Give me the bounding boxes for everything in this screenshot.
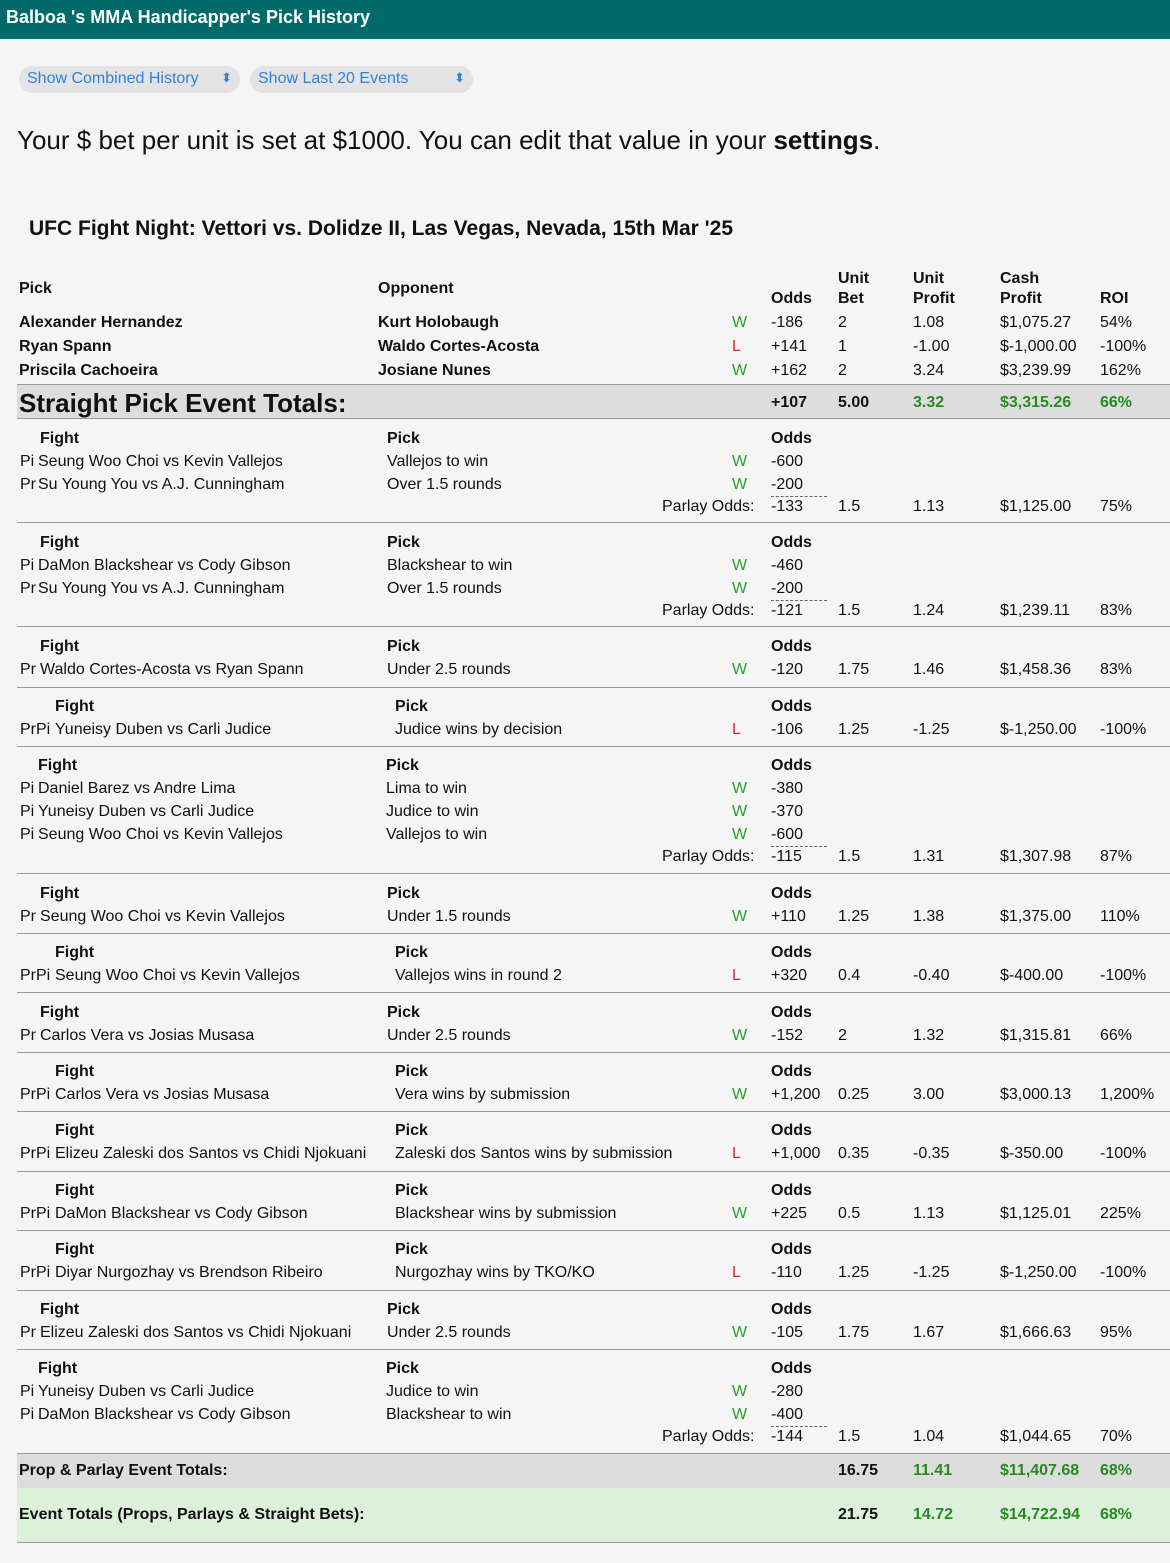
col-header-opponent: Opponent <box>378 280 454 297</box>
fight-header: Fight <box>55 1122 95 1139</box>
pick-description: Lima to win <box>386 780 467 797</box>
fight-header: Fight <box>40 1301 80 1318</box>
roi-value: 162% <box>1100 362 1141 379</box>
bet-type-prefix: Pi <box>20 826 35 843</box>
pick-description: Blackshear to win <box>387 557 513 574</box>
odds-value: +141 <box>771 338 808 355</box>
roi-value: -100% <box>1100 1145 1147 1162</box>
odds-value: -370 <box>771 803 804 820</box>
result-badge: L <box>732 967 741 984</box>
pick-header: Pick <box>386 757 419 774</box>
unit-profit-value: 1.24 <box>913 602 945 619</box>
unit-bet-value: 0.35 <box>838 1145 870 1162</box>
fight-header: Fight <box>40 885 80 902</box>
odds-value: -600 <box>771 453 804 470</box>
bet-type-prefix: Pr <box>20 1324 36 1341</box>
parlay-divider <box>771 496 827 497</box>
pick-description: Under 1.5 rounds <box>387 908 511 925</box>
fight-name: Carlos Vera vs Josias Musasa <box>55 1086 270 1103</box>
odds-header: Odds <box>771 534 812 551</box>
totals-cash-profit: $3,315.26 <box>1000 394 1072 411</box>
odds-header: Odds <box>771 885 812 902</box>
unit-bet-value: 1.25 <box>838 1264 870 1281</box>
odds-header: Odds <box>771 638 812 655</box>
bet-type-prefix: PrPi <box>20 1086 51 1103</box>
pick-header: Pick <box>395 1063 428 1080</box>
prop-totals-roi: 68% <box>1100 1462 1133 1479</box>
odds-value: -200 <box>771 476 804 493</box>
parlay-odds-label: Parlay Odds: <box>662 848 755 865</box>
opponent-name: Kurt Holobaugh <box>378 314 499 331</box>
row-separator <box>17 626 1170 627</box>
fight-name: DaMon Blackshear vs Cody Gibson <box>38 1406 291 1423</box>
event-title: UFC Fight Night: Vettori vs. Dolidze II, Las Vegas, Nevada, 15th Mar '25 <box>29 217 733 240</box>
totals-roi: 66% <box>1100 394 1133 411</box>
odds-value: -120 <box>771 661 804 678</box>
row-separator <box>17 746 1170 747</box>
result-badge: W <box>732 1324 748 1341</box>
fight-header: Fight <box>40 534 80 551</box>
col-header-cash: Cash <box>1000 270 1040 287</box>
pick-description: Vallejos wins in round 2 <box>395 967 562 984</box>
fight-name: Seung Woo Choi vs Kevin Vallejos <box>38 826 283 843</box>
pick-description: Blackshear to win <box>386 1406 512 1423</box>
col-header-unit: Unit <box>913 270 945 287</box>
unit-profit-value: 3.24 <box>913 362 945 379</box>
roi-value: -100% <box>1100 721 1147 738</box>
unit-profit-value: 1.38 <box>913 908 945 925</box>
odds-value: -380 <box>771 780 804 797</box>
cash-profit-value: $1,075.27 <box>1000 314 1072 331</box>
odds-value: -105 <box>771 1324 804 1341</box>
odds-value: -152 <box>771 1027 804 1044</box>
pick-name: Alexander Hernandez <box>19 314 183 331</box>
bet-type-prefix: PrPi <box>20 1264 51 1281</box>
row-separator <box>17 687 1170 688</box>
unit-bet-value: 0.4 <box>838 967 861 984</box>
unit-profit-value: -0.35 <box>913 1145 950 1162</box>
event-totals-cash-profit: $14,722.94 <box>1000 1506 1081 1523</box>
odds-header: Odds <box>771 944 812 961</box>
pick-header: Pick <box>395 698 428 715</box>
pick-header: Pick <box>395 1182 428 1199</box>
pick-header: Pick <box>387 430 420 447</box>
roi-value: -100% <box>1100 338 1147 355</box>
row-separator <box>17 1290 1170 1291</box>
fight-name: Yuneisy Duben vs Carli Judice <box>38 1383 255 1400</box>
row-separator <box>17 1111 1170 1112</box>
result-badge: W <box>732 1406 748 1423</box>
result-badge: W <box>732 314 748 331</box>
unit-profit-value: -1.25 <box>913 1264 950 1281</box>
unit-setting-text <box>17 125 880 156</box>
unit-bet-value: 1.75 <box>838 1324 870 1341</box>
unit-bet-value: 1.5 <box>838 602 861 619</box>
cash-profit-value: $-1,000.00 <box>1000 338 1077 355</box>
fight-name: DaMon Blackshear vs Cody Gibson <box>55 1205 308 1222</box>
roi-value: 70% <box>1100 1428 1133 1445</box>
pick-description: Vallejos to win <box>387 453 489 470</box>
opponent-name: Josiane Nunes <box>378 362 491 379</box>
bet-type-prefix: Pi <box>20 780 35 797</box>
pick-description: Vera wins by submission <box>395 1086 571 1103</box>
bet-type-prefix: Pi <box>20 557 35 574</box>
result-badge: W <box>732 908 748 925</box>
unit-bet-value: 1.75 <box>838 661 870 678</box>
result-badge: L <box>732 1264 741 1281</box>
fight-name: Seung Woo Choi vs Kevin Vallejos <box>55 967 300 984</box>
row-separator <box>17 1230 1170 1231</box>
pick-description: Judice to win <box>386 1383 479 1400</box>
col-header-pick: Pick <box>19 280 52 297</box>
result-badge: W <box>732 453 748 470</box>
result-badge: W <box>732 661 748 678</box>
pick-description: Under 2.5 rounds <box>387 661 511 678</box>
col-header-profit: Profit <box>1000 290 1042 307</box>
fight-name: Su Young You vs A.J. Cunningham <box>38 476 285 493</box>
parlay-odds-label: Parlay Odds: <box>662 602 755 619</box>
unit-bet-value: 0.5 <box>838 1205 861 1222</box>
roi-value: -100% <box>1100 1264 1147 1281</box>
roi-value: 95% <box>1100 1324 1133 1341</box>
cash-profit-value: $-1,250.00 <box>1000 721 1077 738</box>
fight-header: Fight <box>40 430 80 447</box>
totals-unit-profit: 3.32 <box>913 394 945 411</box>
fight-name: Seung Woo Choi vs Kevin Vallejos <box>38 453 283 470</box>
result-badge: L <box>732 338 741 355</box>
unit-profit-value: -0.40 <box>913 967 950 984</box>
parlay-divider <box>771 600 827 601</box>
bet-type-prefix: Pr <box>20 908 36 925</box>
event-totals-roi: 68% <box>1100 1506 1133 1523</box>
col-header-bet: Bet <box>838 290 864 307</box>
fight-header: Fight <box>55 698 95 715</box>
roi-value: 87% <box>1100 848 1133 865</box>
unit-bet-value: 1.25 <box>838 721 870 738</box>
fight-header: Fight <box>55 1241 95 1258</box>
fight-name: Yuneisy Duben vs Carli Judice <box>38 803 255 820</box>
roi-value: 83% <box>1100 602 1133 619</box>
unit-prefix: Your $ bet per unit is set at $1000. You can edit that value in your <box>17 125 774 155</box>
straight-totals-label: Straight Pick Event Totals: <box>19 388 347 418</box>
pick-description: Nurgozhay wins by TKO/KO <box>395 1264 595 1281</box>
pick-header: Pick <box>386 1360 419 1377</box>
fight-name: Elizeu Zaleski dos Santos vs Chidi Njokuani <box>40 1324 352 1341</box>
pick-header: Pick <box>395 1122 428 1139</box>
odds-header: Odds <box>771 1122 812 1139</box>
odds-value: -400 <box>771 1406 804 1423</box>
fight-header: Fight <box>38 1360 78 1377</box>
event-totals-unit-profit: 14.72 <box>913 1506 954 1523</box>
result-badge: W <box>732 362 748 379</box>
pick-description: Blackshear wins by submission <box>395 1205 617 1222</box>
odds-value: -460 <box>771 557 804 574</box>
bet-type-prefix: Pr <box>20 1027 36 1044</box>
row-separator <box>17 873 1170 874</box>
prop-totals-unit-profit: 11.41 <box>913 1462 953 1479</box>
bet-type-prefix: Pr <box>20 580 36 597</box>
unit-suffix: . <box>873 125 881 155</box>
fight-header: Fight <box>55 1182 95 1199</box>
result-badge: W <box>732 476 748 493</box>
unit-bet-value: 2 <box>838 1027 847 1044</box>
bet-type-prefix: Pi <box>20 1406 35 1423</box>
odds-header: Odds <box>771 430 812 447</box>
unit-profit-value: 1.13 <box>913 1205 945 1222</box>
cash-profit-value: $-350.00 <box>1000 1145 1064 1162</box>
odds-header: Odds <box>771 1182 812 1199</box>
fight-name: Diyar Nurgozhay vs Brendson Ribeiro <box>55 1264 323 1281</box>
result-badge: W <box>732 803 748 820</box>
bet-type-prefix: PrPi <box>20 1145 51 1162</box>
cash-profit-value: $1,315.81 <box>1000 1027 1072 1044</box>
odds-header: Odds <box>771 1241 812 1258</box>
odds-value: +1,000 <box>771 1145 821 1162</box>
bet-type-prefix: Pr <box>20 476 36 493</box>
col-header-roi: ROI <box>1100 290 1129 307</box>
unit-profit-value: 1.08 <box>913 314 945 331</box>
cash-profit-value: $1,125.01 <box>1000 1205 1072 1222</box>
cash-profit-value: $1,239.11 <box>1000 602 1070 619</box>
cash-profit-value: $3,239.99 <box>1000 362 1072 379</box>
result-badge: W <box>732 1027 748 1044</box>
unit-profit-value: 1.46 <box>913 661 945 678</box>
bet-type-prefix: PrPi <box>20 1205 51 1222</box>
result-badge: W <box>732 1205 748 1222</box>
col-header-unit: Unit <box>838 270 870 287</box>
odds-value: +110 <box>771 908 806 925</box>
roi-value: 54% <box>1100 314 1133 331</box>
col-header-profit: Profit <box>913 290 955 307</box>
unit-bet-value: 0.25 <box>838 1086 870 1103</box>
roi-value: 75% <box>1100 498 1133 515</box>
fight-header: Fight <box>55 1063 95 1080</box>
pick-header: Pick <box>387 1004 420 1021</box>
pick-description: Judice wins by decision <box>395 721 563 738</box>
fight-header: Fight <box>40 638 80 655</box>
cash-profit-value: $3,000.13 <box>1000 1086 1072 1103</box>
parlay-odds-value: -133 <box>771 498 804 515</box>
bet-type-prefix: Pi <box>20 453 35 470</box>
roi-value: -100% <box>1100 967 1147 984</box>
prop-totals-cash-profit: $11,407.68 <box>1000 1462 1080 1479</box>
parlay-odds-value: -115 <box>771 848 802 865</box>
totals-unit-bet: 5.00 <box>838 394 870 411</box>
result-badge: W <box>732 557 748 574</box>
odds-value: +162 <box>771 362 808 379</box>
odds-value: -600 <box>771 826 804 843</box>
pick-header: Pick <box>387 885 420 902</box>
odds-value: -280 <box>771 1383 804 1400</box>
odds-value: -200 <box>771 580 804 597</box>
app-header <box>0 0 1170 39</box>
pick-description: Under 2.5 rounds <box>387 1324 511 1341</box>
pick-description: Under 2.5 rounds <box>387 1027 511 1044</box>
chevron-updown-icon: ⬍ <box>221 70 232 85</box>
row-separator <box>17 1171 1170 1172</box>
page-title: Balboa 's MMA Handicapper's Pick History <box>6 7 370 27</box>
result-badge: W <box>732 580 748 597</box>
pick-description: Over 1.5 rounds <box>387 580 502 597</box>
row-separator <box>17 522 1170 523</box>
cash-profit-value: $1,666.63 <box>1000 1324 1072 1341</box>
pick-header: Pick <box>395 944 428 961</box>
result-badge: L <box>732 1145 741 1162</box>
pick-description: Judice to win <box>386 803 479 820</box>
unit-profit-value: -1.00 <box>913 338 950 355</box>
parlay-odds-value: -121 <box>771 602 804 619</box>
unit-bet-value: 1.5 <box>838 498 861 515</box>
unit-profit-value: 3.00 <box>913 1086 945 1103</box>
fight-name: Yuneisy Duben vs Carli Judice <box>55 721 272 738</box>
last-events-select[interactable] <box>250 66 473 93</box>
odds-header: Odds <box>771 1301 812 1318</box>
result-badge: W <box>732 1086 748 1103</box>
bet-type-prefix: PrPi <box>20 721 51 738</box>
row-separator <box>17 1349 1170 1350</box>
odds-header: Odds <box>771 698 812 715</box>
row-separator <box>17 933 1170 934</box>
totals-odds: +107 <box>771 394 808 411</box>
roi-value: 225% <box>1100 1205 1141 1222</box>
cash-profit-value: $-1,250.00 <box>1000 1264 1077 1281</box>
parlay-odds-label: Parlay Odds: <box>662 1428 755 1445</box>
combined-history-select[interactable] <box>19 66 240 93</box>
pick-name: Priscila Cachoeira <box>19 362 158 379</box>
unit-profit-value: 1.31 <box>913 848 945 865</box>
pick-header: Pick <box>387 534 420 551</box>
odds-header: Odds <box>771 1063 812 1080</box>
result-badge: L <box>732 721 741 738</box>
unit-profit-value: -1.25 <box>913 721 950 738</box>
unit-profit-value: 1.13 <box>913 498 945 515</box>
col-header-odds: Odds <box>771 290 812 307</box>
pick-description: Zaleski dos Santos wins by submission <box>395 1145 673 1162</box>
pick-header: Pick <box>387 1301 420 1318</box>
cash-profit-value: $1,125.00 <box>1000 498 1072 515</box>
fight-name: Su Young You vs A.J. Cunningham <box>38 580 285 597</box>
fight-name: Daniel Barez vs Andre Lima <box>38 780 236 797</box>
cash-profit-value: $1,044.65 <box>1000 1428 1072 1445</box>
prop-totals-label: Prop & Parlay Event Totals: <box>19 1462 228 1479</box>
roi-value: 1,200% <box>1100 1086 1155 1103</box>
roi-value: 83% <box>1100 661 1133 678</box>
bet-type-prefix: Pi <box>20 803 35 820</box>
fight-header: Fight <box>38 757 78 774</box>
odds-value: -106 <box>771 721 804 738</box>
pick-description: Over 1.5 rounds <box>387 476 502 493</box>
odds-value: +320 <box>771 967 808 984</box>
cash-profit-value: $1,307.98 <box>1000 848 1072 865</box>
opponent-name: Waldo Cortes-Acosta <box>378 338 540 355</box>
event-totals-label: Event Totals (Props, Parlays & Straight Bets): <box>19 1506 365 1523</box>
odds-value: +1,200 <box>771 1086 821 1103</box>
fight-header: Fight <box>40 1004 80 1021</box>
odds-header: Odds <box>771 1360 812 1377</box>
event-totals-unit-bet: 21.75 <box>838 1506 879 1523</box>
unit-profit-value: 1.32 <box>913 1027 945 1044</box>
cash-profit-value: $1,458.36 <box>1000 661 1072 678</box>
parlay-divider <box>771 846 827 847</box>
result-badge: W <box>732 1383 748 1400</box>
bet-type-prefix: PrPi <box>20 967 51 984</box>
result-badge: W <box>732 826 748 843</box>
fight-name: Carlos Vera vs Josias Musasa <box>40 1027 255 1044</box>
pick-name: Ryan Spann <box>19 338 112 355</box>
parlay-odds-label: Parlay Odds: <box>662 498 755 515</box>
pick-header: Pick <box>395 1241 428 1258</box>
row-separator <box>17 992 1170 993</box>
unit-profit-value: 1.04 <box>913 1428 945 1445</box>
combined-history-label: Show Combined History <box>27 70 199 87</box>
odds-header: Odds <box>771 1004 812 1021</box>
result-badge: W <box>732 780 748 797</box>
last-events-label: Show Last 20 Events <box>258 70 409 87</box>
unit-profit-value: 1.67 <box>913 1324 945 1341</box>
pick-description: Vallejos to win <box>386 826 488 843</box>
roi-value: 66% <box>1100 1027 1133 1044</box>
settings-link[interactable]: settings <box>773 125 874 155</box>
parlay-odds-value: -144 <box>771 1428 804 1445</box>
unit-bet-value: 2 <box>838 314 847 331</box>
bet-type-prefix: Pi <box>20 1383 35 1400</box>
roi-value: 110% <box>1100 908 1140 925</box>
unit-bet-value: 1.25 <box>838 908 870 925</box>
parlay-divider <box>771 1426 827 1427</box>
odds-value: -186 <box>771 314 804 331</box>
unit-bet-value: 2 <box>838 362 847 379</box>
fight-name: DaMon Blackshear vs Cody Gibson <box>38 557 291 574</box>
chevron-updown-icon: ⬍ <box>454 70 465 85</box>
odds-value: +225 <box>771 1205 808 1222</box>
fight-name: Seung Woo Choi vs Kevin Vallejos <box>40 908 285 925</box>
row-separator <box>17 1052 1170 1053</box>
prop-totals-unit-bet: 16.75 <box>838 1462 879 1479</box>
unit-bet-value: 1 <box>838 338 847 355</box>
fight-name: Elizeu Zaleski dos Santos vs Chidi Njokuani <box>55 1145 367 1162</box>
fight-header: Fight <box>55 944 95 961</box>
pick-header: Pick <box>387 638 420 655</box>
cash-profit-value: $1,375.00 <box>1000 908 1072 925</box>
bet-type-prefix: Pr <box>20 661 36 678</box>
odds-header: Odds <box>771 757 812 774</box>
cash-profit-value: $-400.00 <box>1000 967 1064 984</box>
unit-bet-value: 1.5 <box>838 848 861 865</box>
odds-value: -110 <box>771 1264 802 1281</box>
fight-name: Waldo Cortes-Acosta vs Ryan Spann <box>40 661 304 678</box>
unit-bet-value: 1.5 <box>838 1428 861 1445</box>
